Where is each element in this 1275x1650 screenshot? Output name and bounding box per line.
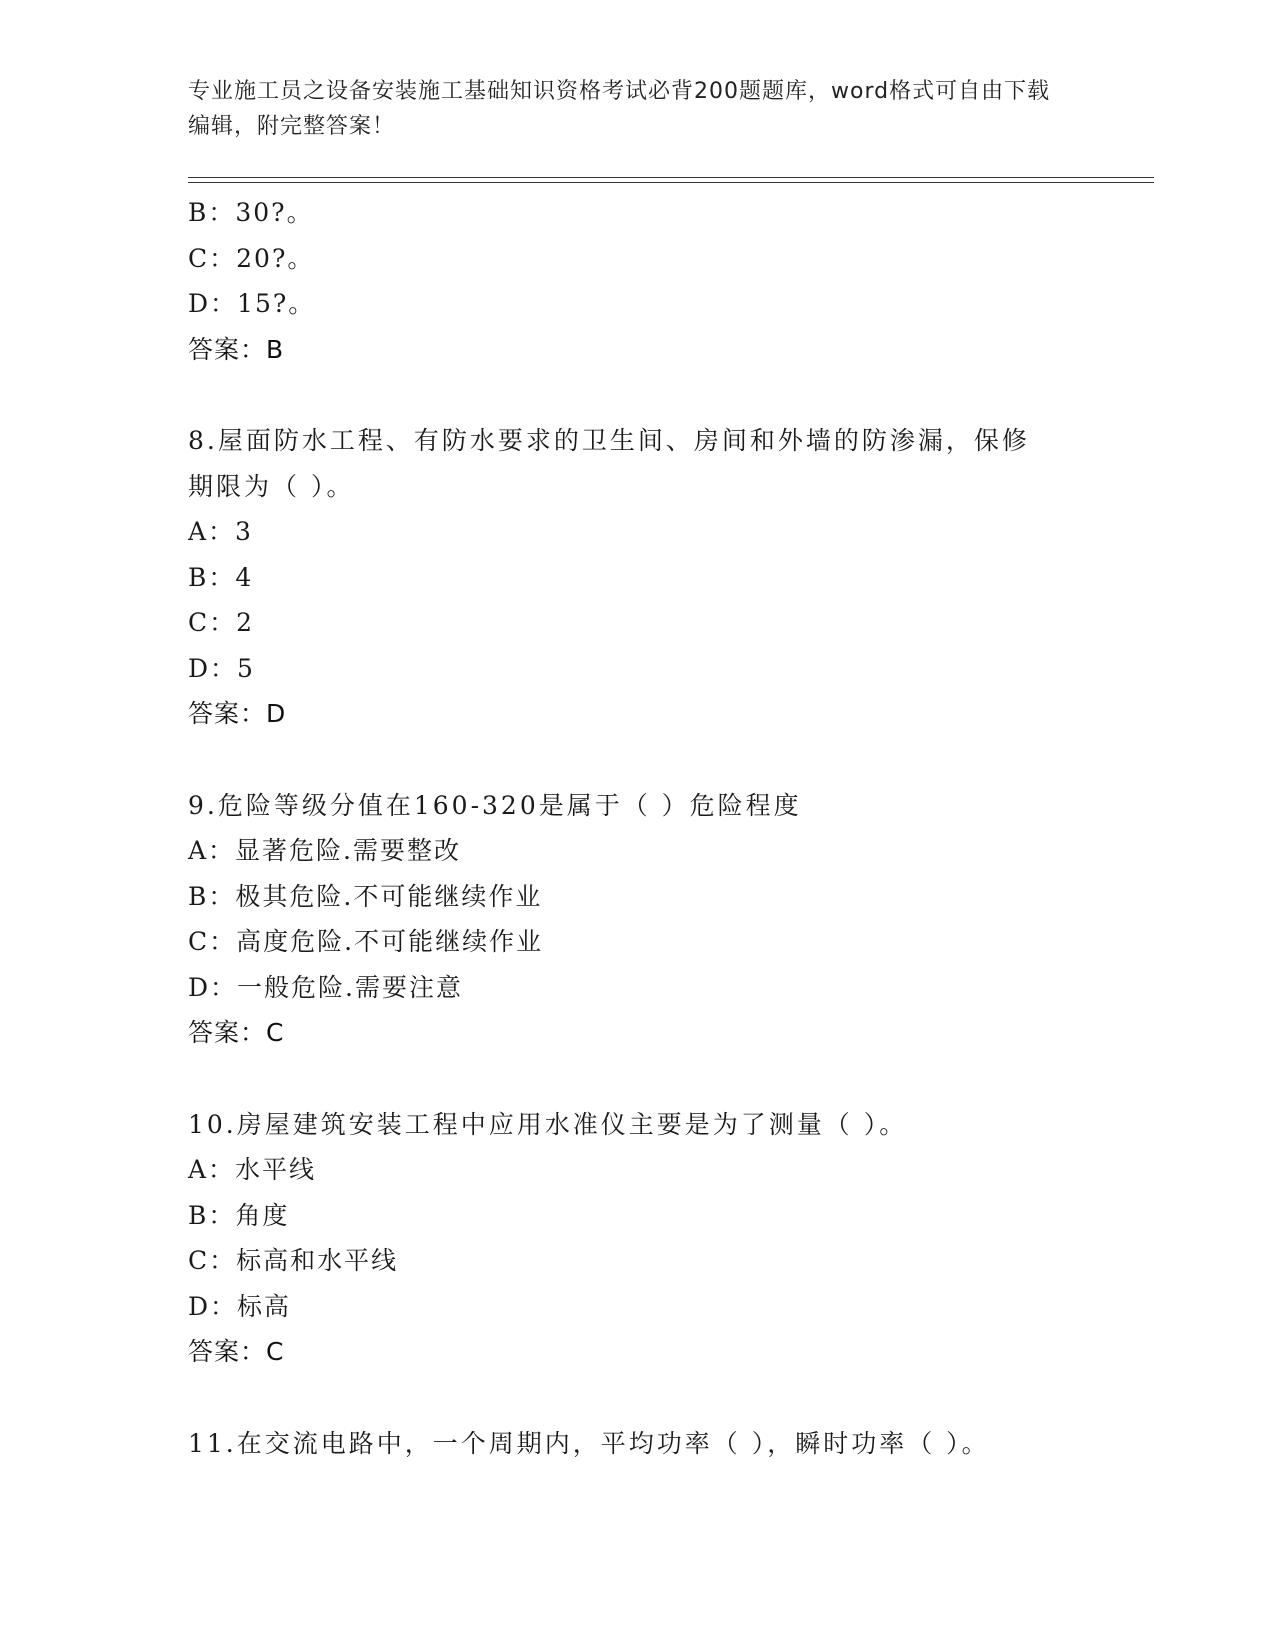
- option-d: D：一般危险.需要注意: [188, 972, 463, 1002]
- option-d: D：5: [188, 653, 255, 683]
- question-text: 8.屋面防水工程、有防水要求的卫生间、房间和外墙的防渗漏，保修期限为（ ）。: [188, 426, 1030, 501]
- header-divider-top: [188, 177, 1154, 178]
- option-b: B：极其危险.不可能继续作业: [188, 881, 543, 911]
- option-d: D：15?。: [188, 289, 316, 318]
- option-a: A：3: [188, 517, 253, 546]
- question-8: [188, 418, 1108, 737]
- question-text: 10.房屋建筑安装工程中应用水准仪主要是为了测量（ ）。: [188, 1109, 908, 1139]
- question-7-tail: [188, 190, 1108, 372]
- option-d: D：标高: [188, 1291, 292, 1321]
- question-text: 11.在交流电路中，一个周期内，平均功率（ ），瞬时功率（ ）。: [188, 1428, 990, 1458]
- answer-label: 答案：D: [188, 699, 287, 728]
- document-header: 专业施工员之设备安装施工基础知识资格考试必背200题题库，word格式可自由下载编辑，附完整答案！: [188, 79, 1051, 139]
- answer-label: 答案：C: [188, 1337, 285, 1366]
- answer-label: 答案：B: [188, 334, 285, 364]
- option-a: A：水平线: [188, 1155, 317, 1184]
- question-list: [188, 190, 1108, 1466]
- option-b: B：4: [188, 562, 254, 592]
- question-11: [188, 1421, 1108, 1467]
- answer-label: 答案：C: [188, 1018, 285, 1047]
- question-9: [188, 783, 1108, 1056]
- option-c: C：高度危险.不可能继续作业: [188, 927, 544, 956]
- option-c: C：2: [188, 608, 255, 637]
- option-b: B：角度: [188, 1200, 290, 1230]
- header-divider-bottom: [188, 182, 1154, 183]
- option-a: A：显著危险.需要整改: [188, 836, 462, 865]
- question-10: [188, 1102, 1108, 1375]
- option-b: B：30?。: [188, 198, 314, 227]
- option-c: C：标高和水平线: [188, 1246, 399, 1275]
- option-c: C：20?。: [188, 243, 315, 273]
- question-text: 9.危险等级分值在160-320是属于（ ）危险程度: [188, 790, 802, 820]
